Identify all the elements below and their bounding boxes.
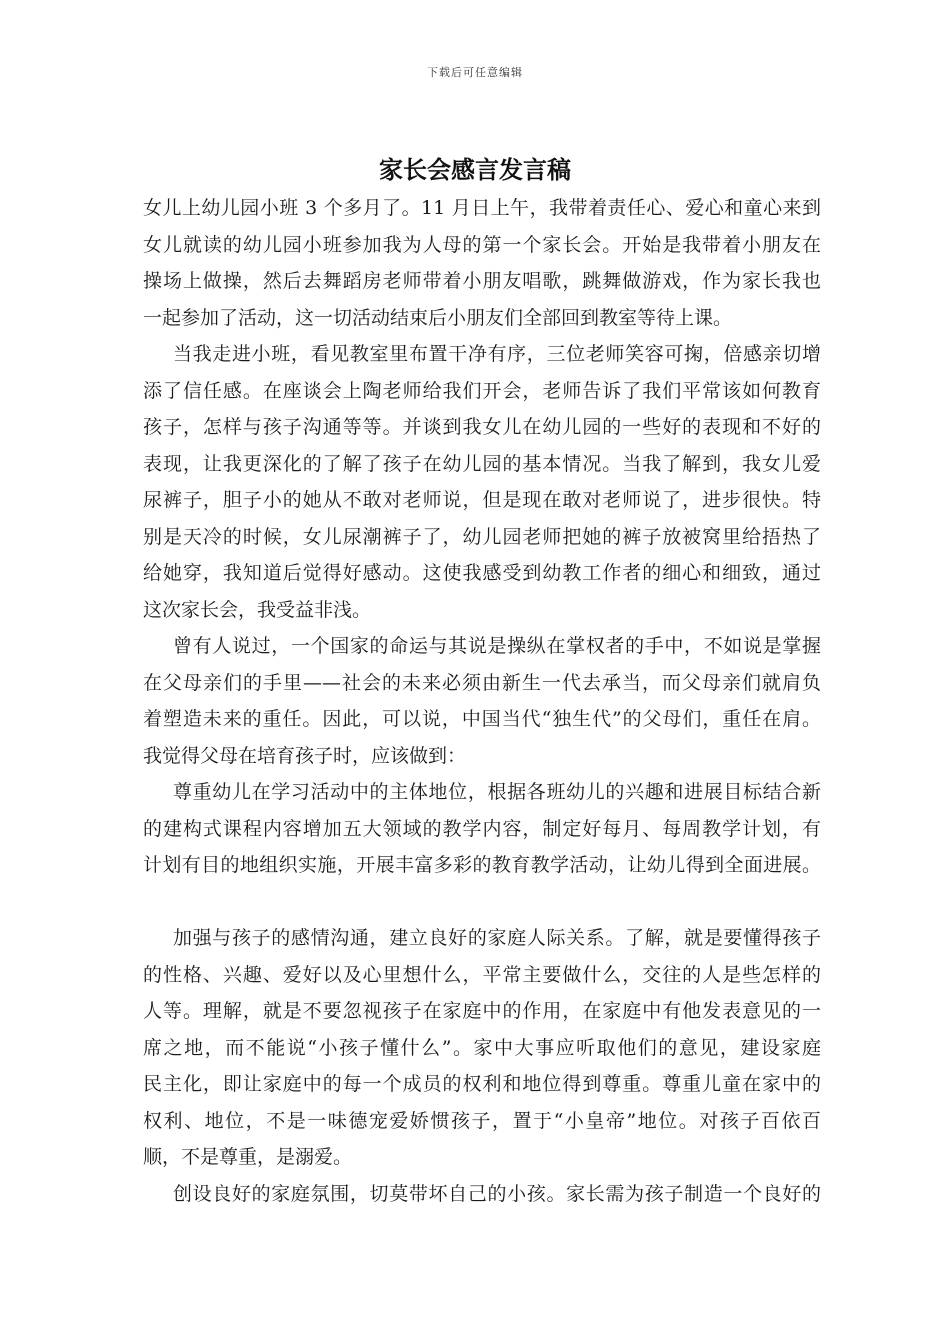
text-line: 给她穿，我知道后觉得好感动。这使我感受到幼教工作者的细心和细致，通过	[143, 562, 821, 584]
document-body	[143, 190, 821, 1212]
text-line: 创设良好的家庭氛围，切莫带坏自己的小孩。家长需为孩子制造一个良好的	[173, 1182, 821, 1205]
text-line: 表现，让我更深化的了解了孩子在幼儿园的基本情况。当我了解到，我女儿爱	[143, 452, 821, 475]
text-line: 女儿就读的幼儿园小班参加我为人母的第一个家长会。开始是我带着小朋友在	[143, 233, 821, 256]
text-line: 我觉得父母在培育孩子时，应该做到：	[143, 744, 467, 767]
text-line: 加强与孩子的感情沟通，建立良好的家庭人际关系。了解，就是要懂得孩子	[173, 927, 821, 949]
paragraph-gap	[143, 884, 821, 921]
text-line: 尿裤子，胆子小的她从不敢对老师说，但是现在敢对老师说了，进步很快。特	[143, 489, 821, 511]
text-line: 添了信任感。在座谈会上陶老师给我们开会，老师告诉了我们平常该如何教育	[143, 379, 821, 402]
text-line: 权利、地位，不是一味德宠爱娇惯孩子，置于“小皇帝”地位。对孩子百依百	[143, 1109, 821, 1132]
text-line: 顺，不是尊重，是溺爱。	[143, 1146, 353, 1168]
text-line: 席之地，而不能说“小孩子懂什么”。家中大事应听取他们的意见，建设家庭	[143, 1036, 821, 1059]
text-line: 一起参加了活动，这一切活动结束后小朋友们全部回到教室等待上课。	[143, 306, 733, 329]
text-line: 当我走进小班，看见教室里布置干净有序，三位老师笑容可掬，倍感亲切增	[173, 343, 821, 365]
text-line: 着塑造未来的重任。因此，可以说，中国当代“独生代”的父母们，重任在肩。	[143, 708, 821, 730]
header-note: 下载后可任意编辑	[427, 66, 523, 79]
text-line: 民主化，即让家庭中的每一个成员的权利和地位得到尊重。尊重儿童在家中的	[143, 1073, 821, 1095]
text-line: 人等。理解，就是不要忽视孩子在家庭中的作用，在家庭中有他发表意见的一	[143, 1000, 821, 1022]
text-line: 操场上做操，然后去舞蹈房老师带着小朋友唱歌，跳舞做游戏，作为家长我也	[143, 270, 821, 292]
text-line: 这次家长会，我受益非浅。	[143, 598, 372, 621]
document-title: 家长会感言发言稿	[379, 155, 571, 184]
text-line: 的建构式课程内容增加五大领域的教学内容，制定好每月、每周教学计划，有	[143, 817, 821, 840]
text-line: 在父母亲们的手里——社会的未来必须由新生一代去承当，而父母亲们就肩负	[143, 671, 821, 694]
text-line: 别是天冷的时候，女儿尿潮裤子了，幼儿园老师把她的裤子放被窝里给捂热了	[143, 525, 821, 548]
text-line: 尊重幼儿在学习活动中的主体地位，根据各班幼儿的兴趣和进展目标结合新	[173, 781, 821, 803]
text-line: 女儿上幼儿园小班 3 个多月了。11 月日上午，我带着责任心、爱心和童心来到	[143, 197, 821, 219]
text-line: 孩子，怎样与孩子沟通等等。并谈到我女儿在幼儿园的一些好的表现和不好的	[143, 416, 821, 438]
text-line: 的性格、兴趣、爱好以及心里想什么，平常主要做什么，交往的人是些怎样的	[143, 963, 821, 986]
text-line: 曾有人说过，一个国家的命运与其说是操纵在掌权者的手中，不如说是掌握	[173, 635, 821, 657]
text-line: 计划有目的地组织实施，开展丰富多彩的教育教学活动，让幼儿得到全面进展。	[143, 854, 821, 876]
